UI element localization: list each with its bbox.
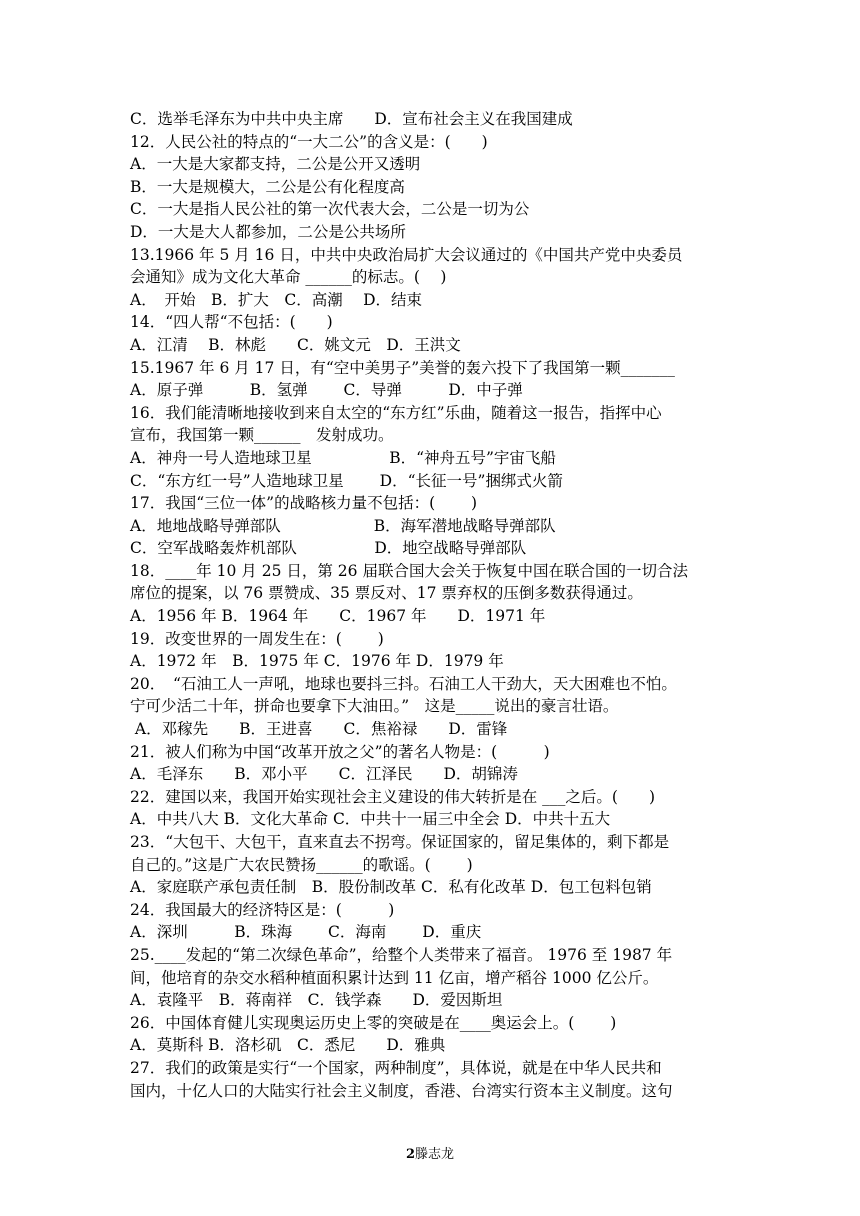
document-body [130,108,740,1102]
text-line: A．地地战略导弹部队 B．海军潜地战略导弹部队 [130,516,556,535]
text-line: 16．我们能清晰地接收到来自太空的“东方红”乐曲，随着这一报告，指挥中心 [130,403,662,422]
text-line: 25.____发起的“第二次绿色革命”，给整个人类带来了福音。 1976 至 1987 年 [130,945,673,964]
text-line: C．“东方红一号”人造地球卫星 D．“长征一号”捆绑式火箭 [130,471,563,490]
text-line: 宣布，我国第一颗______ 发射成功。 [130,426,394,445]
page-number: 2 [405,1147,416,1162]
text-line: A．1956 年 B．1964 年 C．1967 年 D．1971 年 [130,607,546,626]
text-line: 23．“大包干、大包干，直来直去不拐弯。保证国家的，留足集体的，剩下都是 [130,833,670,851]
text-line: 26．中国体育健儿实现奥运历史上零的突破是在____奥运会上。( ) [130,1013,617,1032]
text-line: 24．我国最大的经济特区是：( ) [130,900,395,919]
text-line: A．毛泽东 B．邓小平 C．江泽民 D．胡锦涛 [130,765,518,784]
text-line: 15.1967 年 6 月 17 日，有“空中美男子”美誉的轰六投下了我国第一颗_______ [130,358,675,377]
text-line: 席位的提案，以 76 票赞成、35 票反对、17 票弃权的压倒多数获得通过。 [130,584,643,603]
text-line: 12．人民公社的特点的“一大二公”的含义是：( ) [130,132,488,151]
text-line: C．选举毛泽东为中共中央主席 D．宣布社会主义在我国建成 [130,110,573,128]
text-line: 自己的。”这是广大农民赞扬______的歌谣。( ) [130,855,473,874]
text-line: A．中共八大 B．文化大革命 C．中共十一届三中全会 D．中共十五大 [130,810,611,829]
text-line: A．神舟一号人造地球卫星 B．“神舟五号”宇宙飞船 [130,448,556,467]
text-line: 18．____年 10 月 25 日，第 26 届联合国大会关于恢复中国在联合国的一切合法 [130,561,688,580]
text-line: 会通知》成为文化大革命 ______的标志。( ) [130,268,447,287]
text-line: 14．“四人帮“不包括：( ) [130,313,333,332]
text-line: A．莫斯科 B．洛杉矶 C．悉尼 D．雅典 [130,1036,446,1055]
text-line: 19．改变世界的一周发生在：( ) [130,629,384,648]
text-line: 27．我们的政策是实行“一个国家，两种制度”，具体说，就是在中华人民共和 [130,1058,662,1077]
text-line: A．家庭联产承包责任制 B．股份制改革 C．私有化改革 D．包工包料包销 [130,878,652,897]
footer-author: 滕志龙 [415,1147,455,1162]
text-line: A．原子弹 B．氢弹 C．导弹 D．中子弹 [130,381,523,400]
text-line: A．江清 B．林彪 C．姚文元 D．王洪文 [130,335,461,354]
text-line: 20． “石油工人一声吼，地球也要抖三抖。石油工人干劲大，天大困难也不怕。 [130,674,677,693]
text-line: D．一大是大人都参加，二公是公共场所 [130,222,406,241]
text-line: A．邓稼先 B．王进喜 C．焦裕禄 D．雷锋 [130,720,508,739]
text-line: A． 开始 B．扩大 C．高潮 D．结束 [130,290,423,309]
text-line: 21．被人们称为中国“改革开放之父”的著名人物是：( ) [130,742,550,761]
page-footer [0,1143,860,1162]
text-line: A．一大是大家都支持，二公是公开又透明 [130,155,421,174]
text-line: C．空军战略轰炸机部队 D．地空战略导弹部队 [130,539,527,558]
text-line: 22．建国以来，我国开始实现社会主义建设的伟大转折是在 ___之后。( ) [130,787,655,806]
text-line: 国内，十亿人口的大陆实行社会主义制度，香港、台湾实行资本主义制度。这句 [130,1081,673,1100]
text-line: 宁可少活二十年，拼命也要拿下大油田。” 这是_____说出的豪言壮语。 [130,697,619,716]
text-line: 17．我国“三位一体”的战略核力量不包括：( ) [130,494,478,513]
text-line: A．1972 年 B．1975 年 C．1976 年 D．1979 年 [130,652,504,671]
text-line: A．袁隆平 B．蒋南祥 C．钱学森 D．爱因斯坦 [130,991,503,1010]
text-line: 13.1966 年 5 月 16 日，中共中央政治局扩大会议通过的《中国共产党中央委员 [130,245,683,264]
text-line: C．一大是指人民公社的第一次代表大会，二公是一切为公 [130,200,530,219]
text-line: A．深圳 B．珠海 C．海南 D．重庆 [130,923,482,942]
text-line: B．一大是规模大，二公是公有化程度高 [130,177,405,196]
text-line: 间，他培育的杂交水稻种植面积累计达到 11 亿亩，增产稻谷 1000 亿公斤。 [130,968,659,987]
